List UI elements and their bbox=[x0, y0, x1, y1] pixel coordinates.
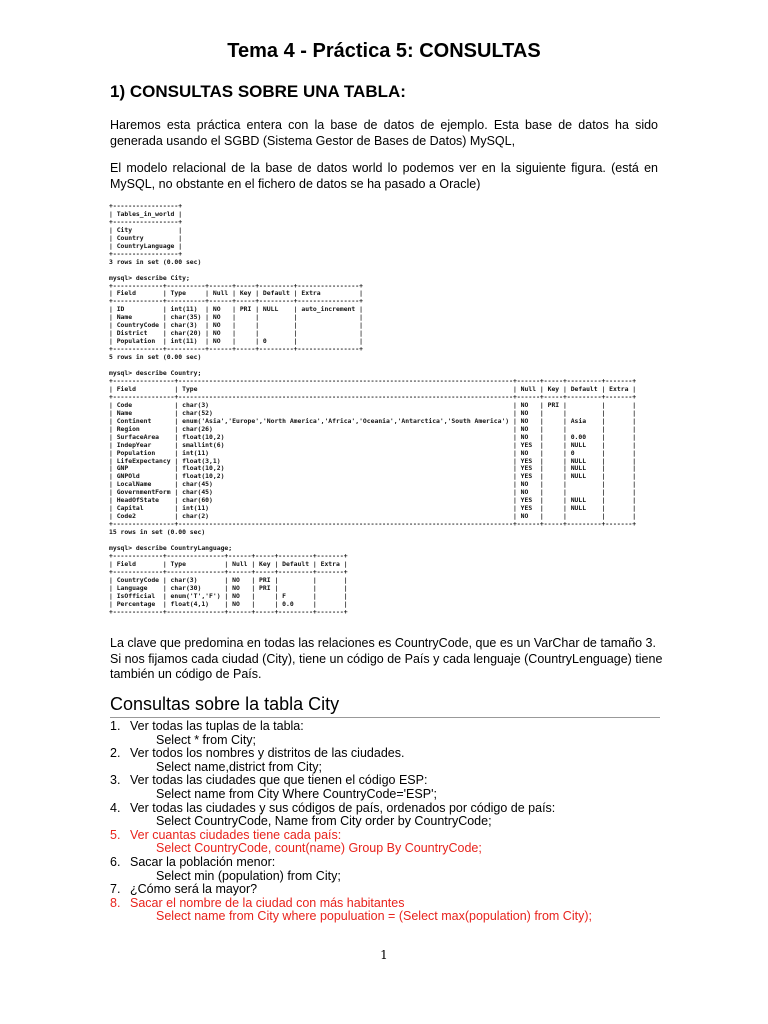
list-item-number: 8. bbox=[110, 895, 121, 910]
query-list bbox=[110, 720, 670, 924]
subsection-heading: Consultas sobre la tabla City bbox=[110, 694, 340, 714]
list-item-highlighted bbox=[110, 897, 670, 924]
list-item-text: Ver todas las ciudades que que tienen el código ESP: bbox=[130, 773, 428, 788]
list-item bbox=[110, 720, 670, 747]
key-paragraph: La clave que predomina en todas las relaciones es CountryCode, que es un VarChar de tamaño 3. Si nos fijamos cada ciudad (City), tiene un código de País y cada lenguaje (CountryLenguage) tiene también un código de País. bbox=[110, 636, 663, 681]
list-item-text: Ver cuantas ciudades tiene cada país: bbox=[130, 827, 342, 842]
list-item bbox=[110, 802, 670, 829]
intro-paragraph-1: Haremos esta práctica entera con la base de datos de ejemplo. Esta base de datos ha sido generada usando el SGBD (Sistema Gestor de Bases de Datos) MySQL, bbox=[110, 118, 658, 148]
list-item-sql: Select CountryCode, count(name) Group By CountryCode; bbox=[156, 841, 482, 856]
list-item-number: 7. bbox=[110, 882, 121, 897]
list-item-sql: Select min (population) from City; bbox=[156, 868, 341, 883]
heading-divider bbox=[110, 717, 660, 718]
list-item-text: Ver todas las ciudades y sus códigos de país, ordenados por código de país: bbox=[130, 800, 556, 815]
list-item-text: ¿Cómo será la mayor? bbox=[130, 882, 258, 897]
list-item-sql: Select * from City; bbox=[156, 732, 257, 747]
list-item-text: Sacar el nombre de la ciudad con más habitantes bbox=[130, 895, 405, 910]
list-item bbox=[110, 856, 670, 883]
list-item-number: 5. bbox=[110, 827, 121, 842]
list-item-sql: Select name from City Where CountryCode='ESP'; bbox=[156, 786, 437, 801]
page-number: 1 bbox=[380, 948, 388, 962]
list-item-sql: Select CountryCode, Name from City order by CountryCode; bbox=[156, 814, 492, 829]
list-item-text: Ver todas las tuplas de la tabla: bbox=[130, 719, 304, 733]
list-item bbox=[110, 747, 670, 774]
list-item-number: 1. bbox=[110, 719, 121, 733]
list-item-text: Sacar la población menor: bbox=[130, 854, 276, 869]
list-item-text: Ver todos los nombres y distritos de las ciudades. bbox=[130, 746, 405, 761]
list-item-sql: Select name,district from City; bbox=[156, 759, 323, 774]
list-item-number: 4. bbox=[110, 800, 121, 815]
page-title: Tema 4 - Práctica 5: CONSULTAS bbox=[227, 40, 541, 62]
list-item bbox=[110, 774, 670, 801]
list-item-sql: Select name from City where populuation = (Select max(population) from City); bbox=[156, 909, 592, 924]
list-item-number: 3. bbox=[110, 773, 121, 788]
intro-paragraph-2: El modelo relacional de la base de datos world lo podemos ver en la siguiente figura. (está en MySQL, no obstante en el fichero de datos se ha pasado a Oracle) bbox=[110, 161, 658, 191]
section-heading: 1) CONSULTAS SOBRE UNA TABLA: bbox=[110, 82, 406, 101]
list-item-number: 6. bbox=[110, 854, 121, 869]
mysql-console-output: +-----------------+ | Tables_in_world | +-----------------+ | City | | Country | | CountryLanguage | +-----------------+ 3 rows in set (0.00 sec) mysql> describe City; +-------------+----------+------+-----+---------+----------------+ | Field | Type | Null | Key | Default | Extra | +-------------+----------+------+-----+---------+----------------+ | ID | int(11) | NO | PRI | NULL | auto_increment | | Name | char(35) | NO | | | | | CountryCode | char(3) | NO | | | | | District | char(20) | NO | | | | | Population | int(11) | NO | | 0 | | +-------------+----------+------+-----+---------+----------------+ 5 rows in set (0.00 sec) mysql> describe Country; +----------------+---------------------------------------------------------------------------------------+------+-----+---------+-------+ | Field | Type | Null | Key | Default | Extra | +----------------+---------------------------------------------------------------------------------------+------+-----+---------+-------+ | Code | char(3) | NO | PRI | | | | Name | char(52) | NO | | | | | Continent | enum('Asia','Europe','North America','Africa','Oceania','Antarctica','South America') | NO | | Asia | | | Region | char(26) | NO | | | | | SurfaceArea | float(10,2) | NO | | 0.00 | | | IndepYear | smallint(6) | YES | | NULL | | | Population | int(11) | NO | | 0 | | | LifeExpectancy | float(3,1) | YES | | NULL | | | GNP | float(10,2) | YES | | NULL | | | GNPOld | float(10,2) | YES | | NULL | | | LocalName | char(45) | NO | | | | | GovernmentForm | char(45) | NO | | | | | HeadOfState | char(60) | YES | | NULL | | | Capital | int(11) | YES | | NULL | | | Code2 | char(2) | NO | | | | +----------------+---------------------------------------------------------------------------------------+------+-----+---------+-------+ 15 rows in set (0.00 sec) mysql> describe CountryLanguage; +-------------+---------------+------+-----+---------+-------+ | Field | Type | Null | Key | Default | Extra | +-------------+---------------+------+-----+---------+-------+ | CountryCode | char(3) | NO | PRI | | | | Language | char(30) | NO | PRI | | | | IsOfficial | enum('T','F') | NO | | F | | | Percentage | float(4,1) | NO | | 0.0 | | +-------------+---------------+------+-----+---------+-------+ bbox=[109, 202, 637, 616]
list-item bbox=[110, 883, 670, 897]
list-item-number: 2. bbox=[110, 746, 121, 761]
list-item-highlighted bbox=[110, 829, 670, 856]
